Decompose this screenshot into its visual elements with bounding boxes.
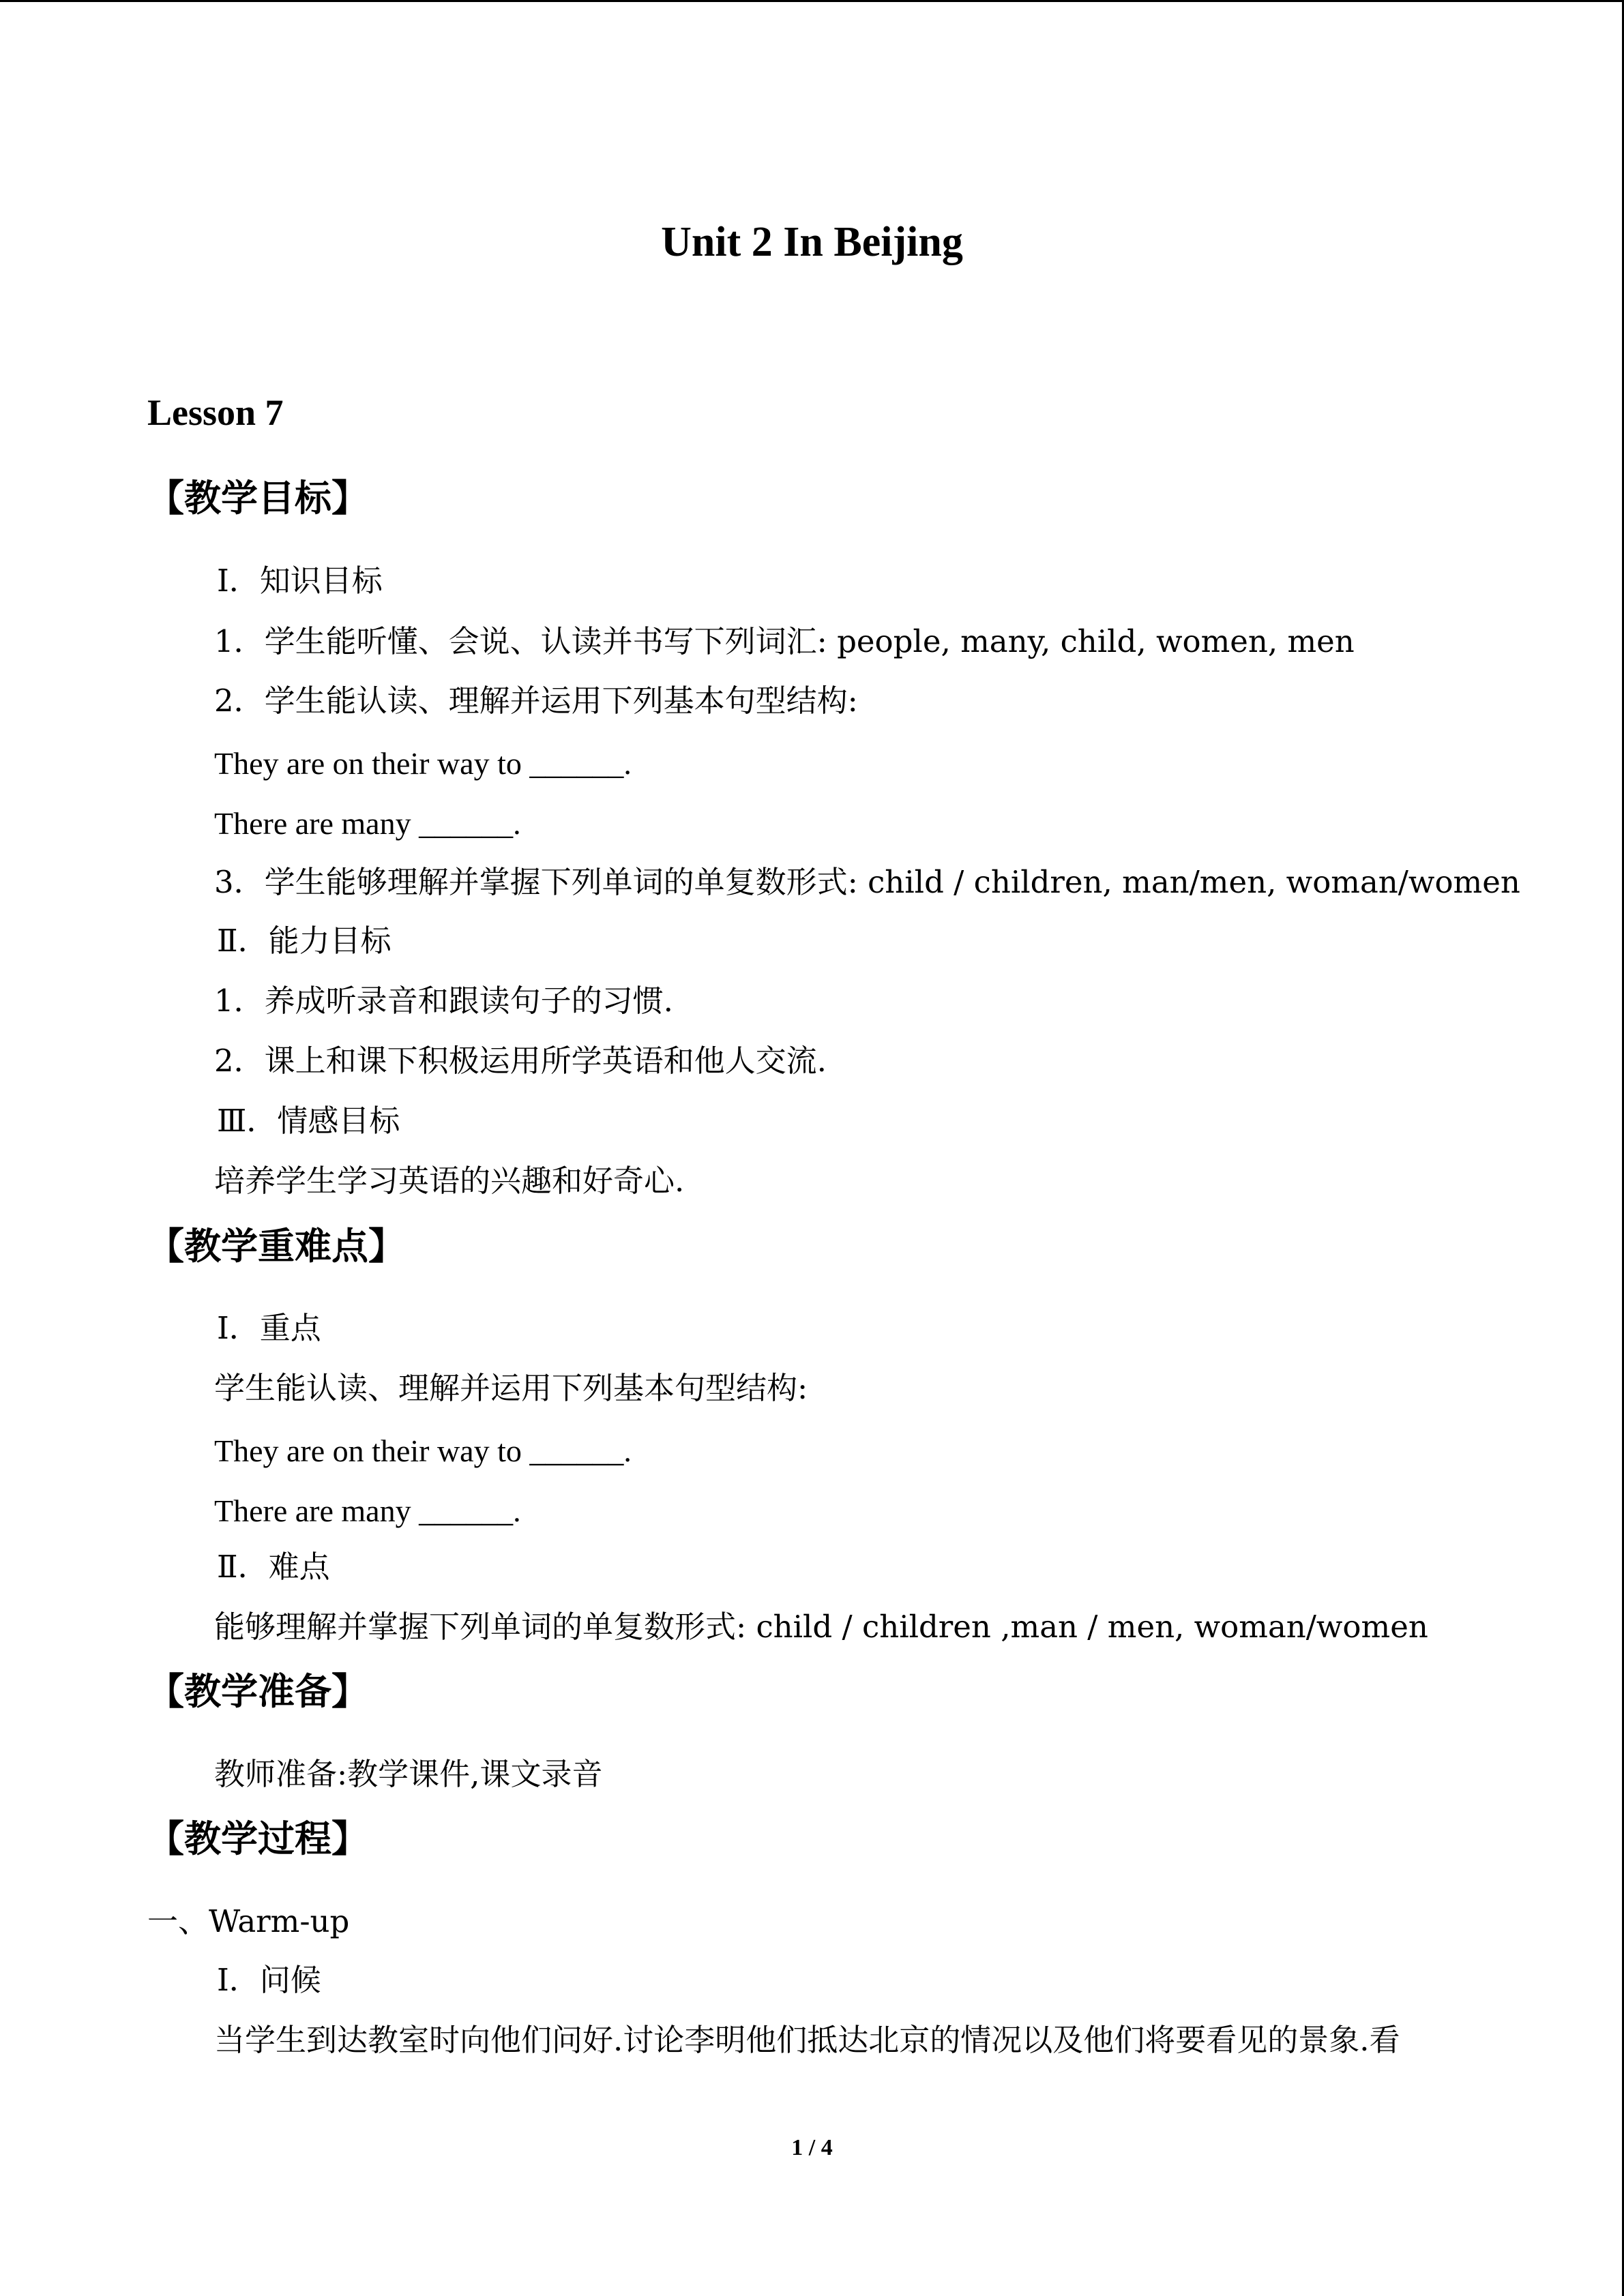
document-title: Unit 2 In Beijing [661, 219, 963, 265]
preparation-teacher: 教师准备:教学课件,课文录音 [214, 1756, 603, 1792]
lesson-heading: Lesson 7 [147, 392, 284, 433]
focus-heading: Ⅰ．重点 [217, 1310, 321, 1346]
ability-objective-heading: Ⅱ．能力目标 [217, 923, 392, 959]
page-top-border [0, 0, 1624, 2]
greeting-heading: Ⅰ．问候 [217, 1962, 321, 1998]
objective-sentence-1 [214, 743, 632, 784]
focus-sentence-1 [214, 1431, 632, 1472]
greeting-text: 当学生到达教室时向他们问好.讨论李明他们抵达北京的情况以及他们将要看见的景象.看 [214, 2022, 1400, 2058]
objective-item-2: 2．学生能认读、理解并运用下列基本句型结构: [214, 683, 858, 719]
section-preparation-heading: 【教学准备】 [147, 1670, 368, 1713]
section-key-points-heading: 【教学重难点】 [147, 1225, 405, 1268]
objective-item-3: 3．学生能够理解并掌握下列单词的单复数形式: child / children, man/men, woman/women [214, 864, 1520, 900]
page-number: 1 / 4 [791, 2135, 833, 2160]
difficulty-item-1: 能够理解并掌握下列单词的单复数形式: child / children ,man / men, woman/women [214, 1609, 1428, 1645]
warmup-heading: 一、Warm-up [147, 1903, 350, 1939]
knowledge-objective-heading: Ⅰ．知识目标 [217, 563, 383, 599]
ability-item-2: 2．课上和课下积极运用所学英语和他人交流. [214, 1043, 827, 1079]
ability-item-1: 1．养成听录音和跟读句子的习惯. [214, 983, 673, 1019]
focus-sentence-1-text: They are on their way to ______. [214, 1433, 632, 1468]
emotion-item-1: 培养学生学习英语的兴趣和好奇心. [214, 1163, 685, 1199]
section-objectives-heading: 【教学目标】 [147, 477, 368, 520]
focus-item-1: 学生能认读、理解并运用下列基本句型结构: [214, 1370, 808, 1406]
objective-sentence-1-text: They are on their way to ______. [214, 746, 632, 781]
objective-sentence-2 [214, 803, 521, 844]
difficulty-heading: Ⅱ．难点 [217, 1549, 330, 1585]
section-process-heading: 【教学过程】 [147, 1817, 368, 1860]
focus-sentence-2-text: There are many ______. [214, 1493, 521, 1528]
objective-sentence-2-text: There are many ______. [214, 806, 521, 841]
focus-sentence-2 [214, 1491, 521, 1532]
objective-item-1: 1．学生能听懂、会说、认读并书写下列词汇: people, many, child, women, men [214, 623, 1355, 659]
emotion-objective-heading: Ⅲ．情感目标 [217, 1103, 400, 1139]
